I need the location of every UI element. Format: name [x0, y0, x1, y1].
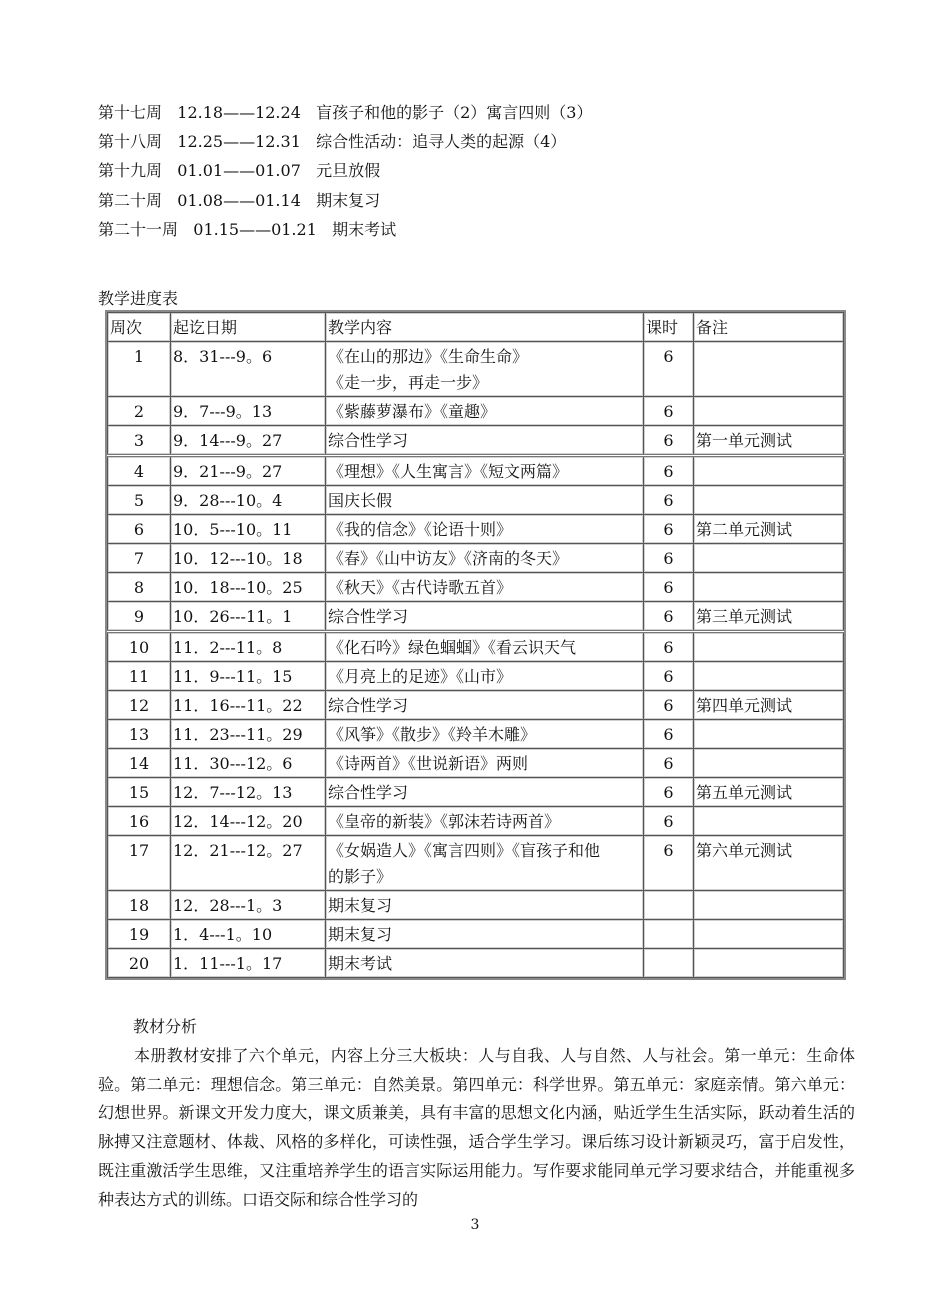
header-dates: 起讫日期 — [171, 313, 326, 342]
header-notes: 备注 — [694, 313, 844, 342]
cell-content-text: 期末复习 — [328, 896, 393, 915]
cell-dates-text: 11．16---11。22 — [173, 696, 303, 715]
cell-hours-text: 6 — [663, 549, 674, 568]
cell-week-text: 5 — [133, 491, 145, 510]
table-row — [108, 544, 844, 573]
cell-dates-text: 11．2---11。8 — [173, 638, 283, 657]
cell-hours — [644, 573, 694, 602]
week-line: 第十九周 01.01——01.07 元旦放假 — [98, 161, 381, 181]
cell-notes — [694, 949, 844, 978]
cell-week — [108, 632, 171, 662]
cell-notes — [694, 544, 844, 573]
cell-content — [326, 602, 644, 632]
cell-dates-text: 10．12---10。18 — [173, 549, 303, 568]
header-week: 周次 — [108, 313, 171, 342]
cell-week-text: 14 — [128, 754, 150, 773]
cell-content-text: 《化石吟》绿色蝈蝈》《看云识天气 — [328, 638, 577, 657]
cell-content-text: 综合性学习 — [328, 431, 409, 450]
cell-content-text-line2: 的影子》 — [328, 867, 393, 886]
cell-week — [108, 749, 171, 778]
cell-dates — [171, 632, 326, 662]
cell-hours-text: 6 — [663, 783, 674, 802]
cell-notes — [694, 456, 844, 486]
cell-dates-text: 9．7---9。13 — [173, 402, 273, 421]
cell-hours — [644, 342, 694, 397]
cell-content-text: 《春》《山中访友》《济南的冬天》 — [328, 549, 569, 568]
cell-content — [326, 778, 644, 807]
header-hours: 课时 — [644, 313, 694, 342]
cell-week — [108, 426, 171, 456]
cell-content — [326, 891, 644, 920]
cell-notes-text: 第二单元测试 — [696, 520, 793, 539]
cell-dates-text: 12．7---12。13 — [173, 783, 293, 802]
cell-content-text: 《我的信念》《论语十则》 — [328, 520, 513, 539]
cell-hours — [644, 836, 694, 891]
cell-week-text: 2 — [133, 402, 145, 421]
table-row — [108, 807, 844, 836]
cell-week — [108, 691, 171, 720]
cell-dates-text: 9．28---10。4 — [173, 491, 283, 510]
cell-content-text: 《风筝》《散步》《羚羊木雕》 — [328, 725, 537, 744]
cell-notes — [694, 662, 844, 691]
cell-notes — [694, 807, 844, 836]
cell-week — [108, 807, 171, 836]
cell-notes-text: 第六单元测试 — [696, 841, 793, 860]
cell-dates — [171, 602, 326, 632]
cell-week — [108, 573, 171, 602]
cell-dates — [171, 920, 326, 949]
cell-week — [108, 456, 171, 486]
cell-hours-text: 6 — [663, 462, 674, 481]
cell-dates-text: 12．14---12。20 — [173, 812, 303, 831]
cell-content — [326, 949, 644, 978]
cell-hours — [644, 632, 694, 662]
cell-content — [326, 426, 644, 456]
cell-content-text: 《月亮上的足迹》《山市》 — [328, 667, 513, 686]
cell-hours — [644, 662, 694, 691]
cell-week — [108, 602, 171, 632]
cell-hours-text: 6 — [663, 491, 674, 510]
table-row — [108, 662, 844, 691]
table-row — [108, 397, 844, 426]
table-row — [108, 920, 844, 949]
cell-hours-text: 6 — [663, 520, 674, 539]
table-row — [108, 456, 844, 486]
cell-dates-text: 8．31---9。6 — [173, 347, 273, 366]
cell-dates — [171, 426, 326, 456]
week-line: 第二十一周 01.15——01.21 期末考试 — [98, 219, 397, 239]
cell-content-text: 综合性学习 — [328, 607, 409, 626]
cell-content-text: 《秋天》《古代诗歌五首》 — [328, 578, 513, 597]
cell-week-text: 11 — [128, 667, 150, 686]
cell-hours-text: 6 — [663, 347, 674, 366]
cell-dates — [171, 691, 326, 720]
table-row — [108, 836, 844, 891]
cell-hours — [644, 891, 694, 920]
cell-dates — [171, 836, 326, 891]
header-content: 教学内容 — [326, 313, 644, 342]
page-number: 3 — [470, 1217, 480, 1233]
cell-notes — [694, 691, 844, 720]
cell-dates — [171, 544, 326, 573]
table-row — [108, 691, 844, 720]
cell-hours — [644, 807, 694, 836]
cell-notes — [694, 602, 844, 632]
table-row — [108, 573, 844, 602]
cell-notes — [694, 342, 844, 397]
cell-content-text: 国庆长假 — [328, 491, 393, 510]
cell-week-text: 18 — [128, 896, 150, 915]
cell-notes — [694, 720, 844, 749]
cell-dates — [171, 342, 326, 397]
cell-dates — [171, 662, 326, 691]
table-row — [108, 891, 844, 920]
table-row — [108, 749, 844, 778]
cell-dates — [171, 456, 326, 486]
analysis-title: 教材分析 — [133, 1017, 198, 1036]
cell-hours — [644, 602, 694, 632]
cell-dates — [171, 749, 326, 778]
cell-dates-text: 11．30---12。6 — [173, 754, 293, 773]
cell-hours — [644, 486, 694, 515]
table-row — [108, 515, 844, 544]
cell-hours-text: 6 — [663, 754, 674, 773]
cell-notes — [694, 486, 844, 515]
cell-content-text: 期末考试 — [328, 954, 393, 973]
cell-content — [326, 544, 644, 573]
cell-dates — [171, 891, 326, 920]
cell-hours-text: 6 — [663, 812, 674, 831]
cell-week-text: 8 — [133, 578, 145, 597]
cell-content — [326, 397, 644, 426]
cell-dates-text: 1．4---1。10 — [173, 925, 273, 944]
table-row — [108, 602, 844, 632]
cell-week — [108, 920, 171, 949]
cell-content-text: 《理想》《人生寓言》《短文两篇》 — [328, 462, 569, 481]
table-row — [108, 486, 844, 515]
cell-content — [326, 573, 644, 602]
cell-content-text: 《皇帝的新装》《郭沫若诗两首》 — [328, 812, 561, 831]
cell-week-text: 6 — [133, 520, 145, 539]
cell-hours — [644, 691, 694, 720]
cell-dates-text: 10．18---10。25 — [173, 578, 303, 597]
cell-week — [108, 544, 171, 573]
cell-content-text: 期末复习 — [328, 925, 393, 944]
cell-content-text: 《在山的那边》《生命生命》 — [328, 347, 529, 366]
table-row — [108, 949, 844, 978]
cell-week — [108, 720, 171, 749]
cell-notes — [694, 632, 844, 662]
cell-content — [326, 632, 644, 662]
cell-notes — [694, 426, 844, 456]
cell-dates-text: 9．14---9。27 — [173, 431, 283, 450]
cell-week-text: 16 — [128, 812, 150, 831]
cell-content — [326, 691, 644, 720]
cell-dates — [171, 573, 326, 602]
cell-hours-text: 6 — [663, 725, 674, 744]
cell-dates — [171, 720, 326, 749]
cell-content — [326, 486, 644, 515]
table-row — [108, 720, 844, 749]
cell-hours-text: 6 — [663, 402, 674, 421]
cell-content-text: 《女娲造人》《寓言四则》《盲孩子和他 — [328, 841, 601, 860]
cell-content-text: 综合性学习 — [328, 696, 409, 715]
cell-week-text: 20 — [128, 954, 150, 973]
cell-hours — [644, 720, 694, 749]
week-line: 第十八周 12.25——12.31 综合性活动：追寻人类的起源（4） — [98, 132, 567, 152]
cell-dates — [171, 778, 326, 807]
cell-hours-text: 6 — [663, 431, 674, 450]
cell-hours-text: 6 — [663, 607, 674, 626]
cell-notes — [694, 749, 844, 778]
cell-dates-text: 10．26---11。1 — [173, 607, 293, 626]
cell-hours-text: 6 — [663, 667, 674, 686]
cell-week — [108, 342, 171, 397]
cell-dates — [171, 397, 326, 426]
cell-notes-text: 第三单元测试 — [696, 607, 793, 626]
cell-content-text: 综合性学习 — [328, 783, 409, 802]
cell-dates-text: 11．23---11。29 — [173, 725, 303, 744]
cell-notes-text: 第一单元测试 — [696, 431, 793, 450]
cell-week — [108, 662, 171, 691]
cell-week-text: 1 — [133, 347, 145, 366]
cell-dates-text: 12．28---1。3 — [173, 896, 283, 915]
cell-week-text: 3 — [133, 431, 145, 450]
table-row — [108, 342, 844, 397]
cell-week — [108, 778, 171, 807]
cell-dates-text: 11．9---11。15 — [173, 667, 293, 686]
cell-notes-text: 第四单元测试 — [696, 696, 793, 715]
cell-hours-text: 6 — [663, 638, 674, 657]
table-row — [108, 778, 844, 807]
cell-dates — [171, 949, 326, 978]
cell-hours — [644, 778, 694, 807]
cell-hours — [644, 949, 694, 978]
cell-content — [326, 456, 644, 486]
cell-notes — [694, 920, 844, 949]
cell-dates — [171, 486, 326, 515]
cell-week — [108, 397, 171, 426]
cell-week-text: 15 — [128, 783, 150, 802]
cell-week-text: 19 — [128, 925, 150, 944]
cell-hours-text: 6 — [663, 841, 674, 860]
cell-hours — [644, 749, 694, 778]
cell-content — [326, 342, 644, 397]
cell-notes — [694, 515, 844, 544]
cell-week — [108, 515, 171, 544]
cell-notes — [694, 836, 844, 891]
cell-week — [108, 891, 171, 920]
cell-week-text: 10 — [128, 638, 150, 657]
cell-week-text: 17 — [128, 841, 150, 860]
cell-week-text: 9 — [133, 607, 145, 626]
cell-dates-text: 9．21---9。27 — [173, 462, 283, 481]
cell-hours — [644, 397, 694, 426]
cell-dates-text: 1．11---1。17 — [173, 954, 283, 973]
cell-content — [326, 836, 644, 891]
cell-dates-text: 12．21---12。27 — [173, 841, 303, 860]
cell-notes — [694, 397, 844, 426]
cell-notes — [694, 573, 844, 602]
cell-hours — [644, 920, 694, 949]
teaching-schedule-table — [107, 312, 844, 978]
cell-content — [326, 807, 644, 836]
week-line: 第二十周 01.08——01.14 期末复习 — [98, 190, 381, 210]
week-schedule-lines — [98, 98, 593, 244]
cell-content-text: 《诗两首》《世说新语》两则 — [328, 754, 529, 773]
cell-week-text: 7 — [133, 549, 145, 568]
cell-hours — [644, 515, 694, 544]
cell-hours — [644, 544, 694, 573]
cell-week-text: 4 — [133, 462, 145, 481]
cell-week — [108, 949, 171, 978]
cell-content — [326, 515, 644, 544]
cell-week — [108, 486, 171, 515]
cell-hours-text: 6 — [663, 696, 674, 715]
cell-content-text: 《紫藤萝瀑布》《童趣》 — [328, 402, 497, 421]
cell-notes-text: 第五单元测试 — [696, 783, 793, 802]
table-row — [108, 632, 844, 662]
cell-notes — [694, 778, 844, 807]
cell-dates — [171, 515, 326, 544]
table-row — [108, 426, 844, 456]
cell-dates — [171, 807, 326, 836]
table-header-row — [108, 313, 844, 342]
cell-hours — [644, 456, 694, 486]
cell-week-text: 13 — [128, 725, 150, 744]
cell-week-text: 12 — [128, 696, 150, 715]
table-caption: 教学进度表 — [98, 289, 179, 308]
cell-content — [326, 662, 644, 691]
cell-hours — [644, 426, 694, 456]
cell-week — [108, 836, 171, 891]
analysis-paragraph: 本册教材安排了六个单元，内容上分三大板块：人与自我、人与自然、人与社会。第一单元：生命体验。第二单元：理想信念。第三单元：自然美景。第四单元：科学世界。第五单元：家庭亲情。第六单元：幻想世界。新课文开发力度大，课文质兼美，具有丰富的思想文化内涵，贴近学生生活实际，跃动着生活的脉搏又注意题材、体裁、风格的多样化，可读性强，适合学生学习。课后练习设计新颖灵巧，富于启发性，既注重激活学生思维，又注重培养学生的语言实际运用能力。写作要求能同单元学习要求结合，并能重视多种表达方式的训练。口语交际和综合性学习的 — [98, 1046, 855, 1209]
cell-notes — [694, 891, 844, 920]
cell-content — [326, 720, 644, 749]
cell-dates-text: 10．5---10。11 — [173, 520, 293, 539]
cell-content — [326, 920, 644, 949]
cell-content-text-line2: 《走一步，再走一步》 — [328, 373, 489, 392]
cell-hours-text: 6 — [663, 578, 674, 597]
week-line: 第十七周 12.18——12.24 盲孩子和他的影子（2）寓言四则（3） — [98, 103, 593, 122]
cell-content — [326, 749, 644, 778]
